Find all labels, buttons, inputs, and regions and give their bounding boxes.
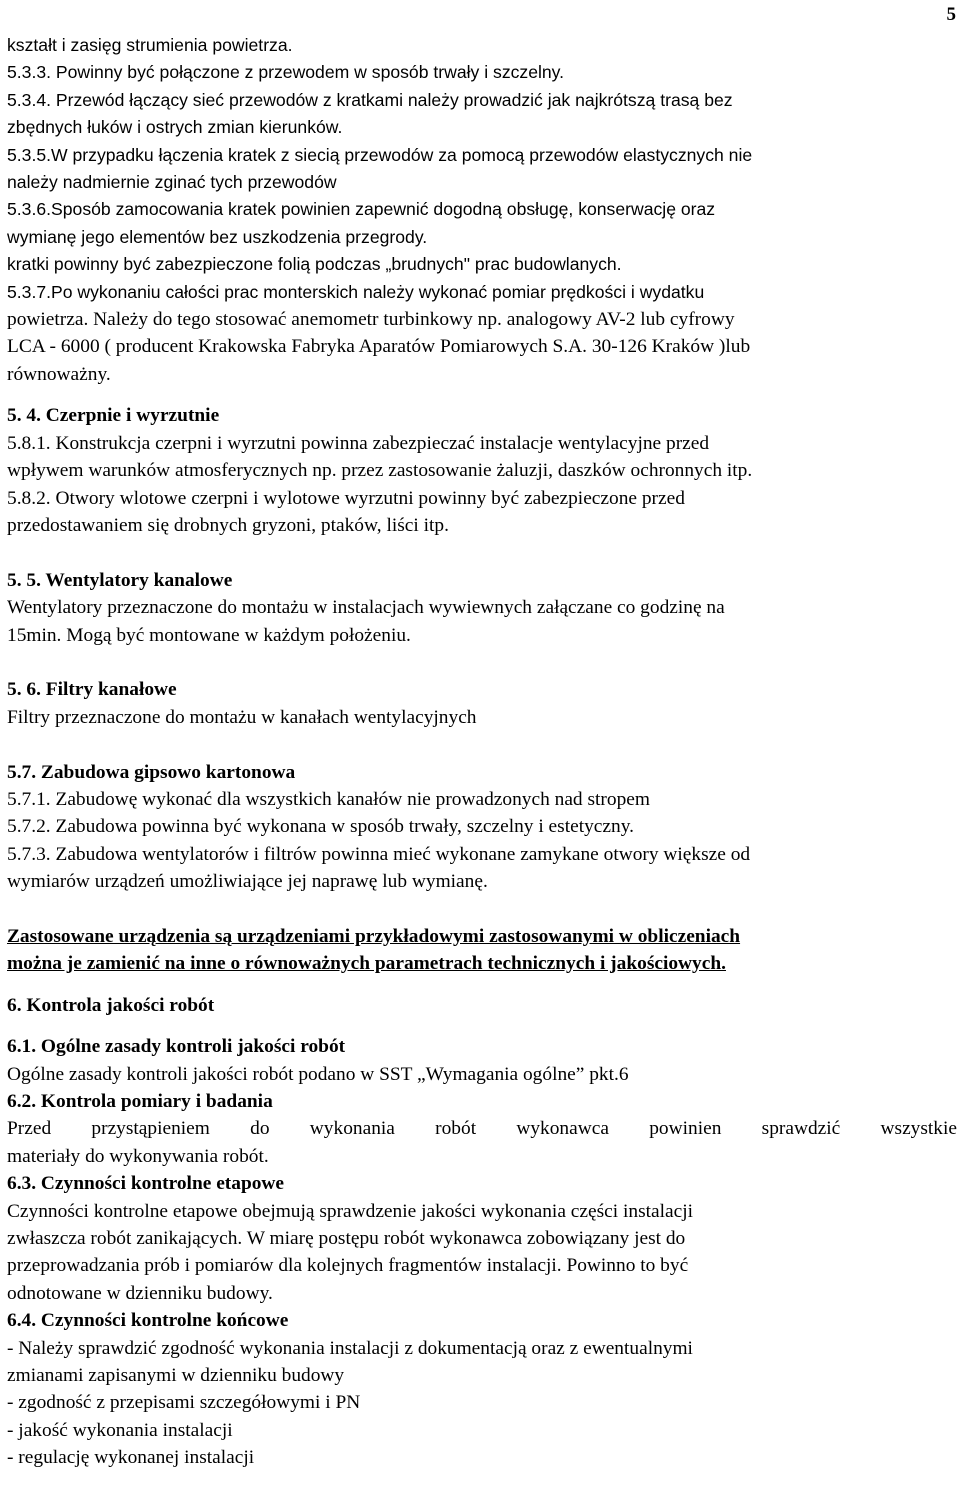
section-heading: Zastosowane urządzenia są urządzeniami przykładowymi zastosowanymi w obliczeniach xyxy=(7,925,741,947)
blank-line xyxy=(7,539,957,566)
blank-line xyxy=(7,1019,957,1033)
text-line: 15min. Mogą być montowane w każdym położeniu. xyxy=(7,624,411,646)
text-line: powietrza. Należy do tego stosować anemometr turbinkowy np. analogowy AV-2 lub cyfrowy xyxy=(7,309,735,331)
document-body xyxy=(7,32,957,1472)
text-line: 5.3.7.Po wykonaniu całości prac monterskich należy wykonać pomiar prędkości i wydatku xyxy=(7,281,705,302)
section-heading: 6.2. Kontrola pomiary i badania xyxy=(7,1090,273,1112)
section-heading: 5.7. Zabudowa gipsowo kartonowa xyxy=(7,761,296,783)
text-line: zwłaszcza robót zanikających. W miarę postępu robót wykonawca zobowiązany jest do xyxy=(7,1228,686,1249)
section-heading: 6.1. Ogólne zasady kontroli jakości robót xyxy=(7,1036,346,1058)
text-line: Przed przystąpieniem do wykonania robót wykonawca powinien sprawdzić wszystkie xyxy=(7,1118,957,1140)
text-line: Czynności kontrolne etapowe obejmują sprawdzenie jakości wykonania części instalacji xyxy=(7,1200,693,1222)
text-line: 5.7.1. Zabudowę wykonać dla wszystkich kanałów nie prowadzonych nad stropem xyxy=(7,788,650,810)
text-line: wymiarów urządzeń umożliwiające jej naprawę lub wymianę. xyxy=(7,871,488,893)
text-line: przeprowadzania prób i pomiarów dla kolejnych fragmentów instalacji. Powinno to być xyxy=(7,1255,689,1277)
text-line: zmianami zapisanymi w dzienniku budowy xyxy=(7,1365,345,1387)
text-line: - Należy sprawdzić zgodność wykonania instalacji z dokumentacją oraz z ewentualnymi xyxy=(7,1337,693,1359)
text-line: 5.3.5.W przypadku łączenia kratek z siecią przewodów za pomocą przewodów elastycznych nie xyxy=(7,144,753,165)
text-line: 5.3.4. Przewód łączący sieć przewodów z kratkami należy prowadzić jak najkrótszą trasą bez xyxy=(7,89,733,110)
text-line: wpływem warunków atmosferycznych np. przez zastosowanie żaluzji, daszków ochronnych itp. xyxy=(7,460,753,482)
section-heading: 6.4. Czynności kontrolne końcowe xyxy=(7,1310,289,1332)
section-heading: 5. 5. Wentylatory kanalowe xyxy=(7,569,233,591)
section-heading: 5. 4. Czerpnie i wyrzutnie xyxy=(7,405,220,427)
blank-line xyxy=(7,388,957,402)
text-line: - jakość wykonania instalacji xyxy=(7,1419,233,1441)
section-heading: 6. Kontrola jakości robót xyxy=(7,994,215,1016)
text-line: wymianę jego elementów bez uszkodzenia przegrody. xyxy=(7,226,428,247)
text-line: 5.7.2. Zabudowa powinna być wykonana w sposób trwały, szczelny i estetyczny. xyxy=(7,816,634,838)
section-heading: 6.3. Czynności kontrolne etapowe xyxy=(7,1173,285,1195)
text-line: - zgodność z przepisami szczegółowymi i PN xyxy=(7,1392,361,1414)
text-line: 5.7.3. Zabudowa wentylatorów i filtrów powinna mieć wykonane zamykane otwory większe od xyxy=(7,843,751,865)
blank-line xyxy=(7,649,957,676)
blank-line xyxy=(7,978,957,992)
text-line: należy nadmiernie zginać tych przewodów xyxy=(7,172,337,193)
text-line: 5.3.6.Sposób zamocowania kratek powinien zapewnić dogodną obsługę, konserwację oraz xyxy=(7,199,716,220)
text-line: Wentylatory przeznaczone do montażu w instalacjach wywiewnych załączane co godzinę na xyxy=(7,597,725,619)
text-line: 5.3.3. Powinny być połączone z przewodem w sposób trwały i szczelny. xyxy=(7,62,565,83)
section-heading: można je zamienić na inne o równoważnych parametrach technicznych i jakościowych. xyxy=(7,953,726,975)
page-number: 5 xyxy=(946,4,956,25)
text-line: materiały do wykonywania robót. xyxy=(7,1145,269,1167)
text-line: przedostawaniem się drobnych gryzoni, ptaków, liści itp. xyxy=(7,514,449,536)
text-line: 5.8.2. Otwory wlotowe czerpni i wylotowe wyrzutni powinny być zabezpieczone przed xyxy=(7,487,685,509)
blank-line xyxy=(7,896,957,923)
text-line: kształt i zasięg strumienia powietrza. xyxy=(7,35,293,55)
text-line: Filtry przeznaczone do montażu w kanałach wentylacyjnych xyxy=(7,706,477,728)
text-line: odnotowane w dzienniku budowy. xyxy=(7,1282,273,1304)
text-line: LCA - 6000 ( producent Krakowska Fabryka Aparatów Pomiarowych S.A. 30-126 Kraków )lub xyxy=(7,336,751,358)
section-heading: 5. 6. Filtry kanałowe xyxy=(7,679,177,701)
blank-line xyxy=(7,731,957,758)
text-line: zbędnych łuków i ostrych zmian kierunków. xyxy=(7,117,343,138)
text-line: Ogólne zasady kontroli jakości robót podano w SST „Wymagania ogólne” pkt.6 xyxy=(7,1063,629,1085)
text-line: 5.8.1. Konstrukcja czerpni i wyrzutni powinna zabezpieczać instalacje wentylacyjne przed xyxy=(7,432,710,454)
text-line: kratki powinny być zabezpieczone folią podczas „brudnych" prac budowlanych. xyxy=(7,254,622,275)
text-line: - regulację wykonanej instalacji xyxy=(7,1447,255,1469)
text-line: równoważny. xyxy=(7,363,111,385)
